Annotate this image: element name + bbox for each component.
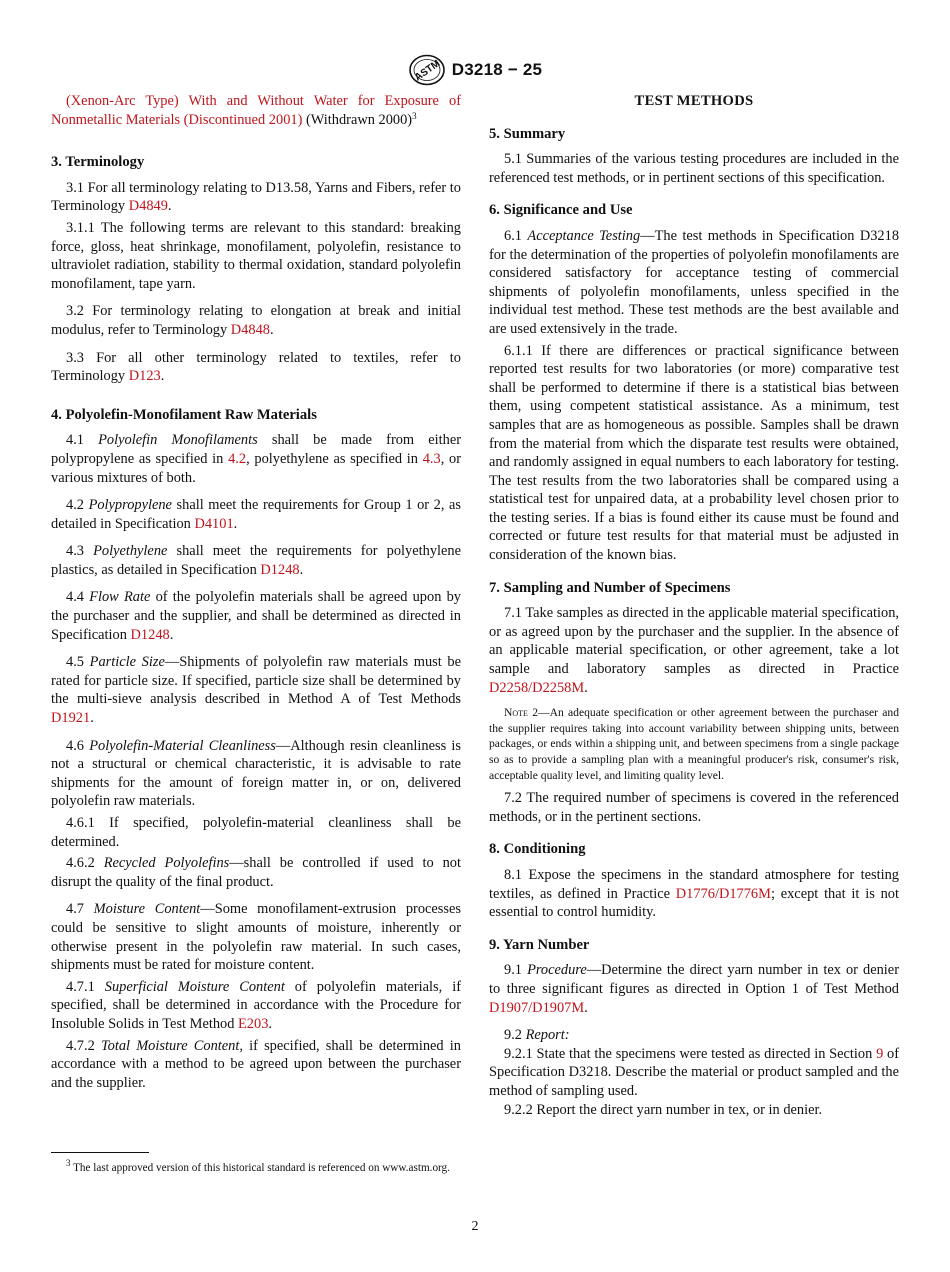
page-number: 2 [471, 1219, 479, 1234]
para-4-6: 4.6 Polyolefin-Material Cleanliness—Although resin cleanliness is not a structural or chemical characteristic, it is advisable to rate shipments for the amount of foreign matter in, or on, delivered polyolefin raw materials. [51, 737, 461, 810]
para-4-6-2: 4.6.2 Recycled Polyolefins—shall be controlled if used to not disrupt the quality of the final product. [51, 855, 461, 890]
link-d1248[interactable]: D1248 [260, 561, 300, 578]
link-d4101[interactable]: D4101 [194, 515, 234, 532]
para-4-5: 4.5 Particle Size—Shipments of polyolefin raw materials must be rated for particle size. If specified, particle size shall be determined by the multi-sieve analysis described in Method A of Test Methods D1921. [51, 654, 461, 727]
para-4-7-1: 4.7.1 Superficial Moisture Content of polyolefin materials, if specified, shall be determined in accordance with the Procedure for Insoluble Solids in Test Method E203. [51, 978, 461, 1032]
para-7-1: 7.1 Take samples as directed in the applicable material specification, or as agreed upon by the purchaser and the supplier. In the absence of an applicable material specification, or other agreement, take a lot sample and laboratory samples as directed in Practice D2258/D2258M. [489, 605, 899, 696]
link-d1776[interactable]: D1776/D1776M [675, 885, 771, 902]
link-e203[interactable]: E203 [238, 1015, 269, 1032]
link-d4848[interactable]: D4848 [230, 321, 270, 338]
para-4-3: 4.3 Polyethylene shall meet the requirements for polyethylene plastics, as detailed in Specification D1248. [51, 543, 461, 578]
svg-text:ASTM: ASTM [412, 58, 443, 84]
link-4-2[interactable]: 4.2 [228, 450, 247, 467]
para-9-2-1: 9.2.1 State that the specimens were tested as directed in Section 9 of Specification D3218. Describe the material or product sampled and the method of sampling used. [489, 1045, 899, 1099]
link-d2258[interactable]: D2258/D2258M [489, 679, 585, 696]
link-d1248[interactable]: D1248 [130, 626, 170, 643]
link-d1921[interactable]: D1921 [51, 710, 91, 727]
link-d123[interactable]: D123 [128, 368, 161, 385]
heading-summary: 5. Summary [489, 125, 566, 142]
heading-yarn-number: 9. Yarn Number [489, 936, 590, 953]
para-4-4: 4.4 Flow Rate of the polyolefin materials shall be agreed upon by the purchaser and the supplier, and shall be determined as directed in Specification D1248. [51, 589, 461, 643]
note-2: Note 2—An adequate specification or other agreement between the purchaser and the supplier requires taking into account variability between shipping units, between packages, or ends within a shipping unit, and between specimens from a single package so as to provide a sampling plan with a meaningful producer's risk, consumer's risk, acceptable quality level, and limiting quality level. [489, 706, 899, 782]
para-9-2: 9.2 Report: [504, 1027, 570, 1044]
heading-conditioning: 8. Conditioning [489, 841, 586, 858]
para-9-2-2: 9.2.2 Report the direct yarn number in tex, or in denier. [504, 1101, 823, 1118]
para-3-2: 3.2 For terminology relating to elongation at break and initial modulus, refer to Terminology D4848. [51, 303, 461, 338]
heading-raw-materials: 4. Polyolefin-Monofilament Raw Materials [51, 406, 317, 423]
para-6-1-1: 6.1.1 If there are differences or practical significance between reported test results for two laboratories (or more) comparative test shall be performed to determine if there is a statistical bias between them, using competent statistical assistance. As a minimum, test samples that are as homogeneous as possible. Samples shall be drawn from the material from which the disparate test results were obtained, and randomly assigned in equal numbers to each laboratory for testing. The test results from the two laboratories shall be compared using a statistical test for unpaired data, at a probability level chosen prior to the testing series. If a bias is found either its cause must be found and corrected or future test results for that material must be adjusted in consideration of the known bias. [489, 342, 899, 564]
link-d1907[interactable]: D1907/D1907M [489, 999, 585, 1016]
para-5-1: 5.1 Summaries of the various testing procedures are included in the referenced test methods, or in pertinent sections of this specification. [489, 151, 899, 186]
reference-continuation: (Xenon-Arc Type) With and Without Water for Exposure of Nonmetallic Materials (Discontinued 2001) (Withdrawn 2000)$^3$ [51, 93, 461, 128]
link-4-3[interactable]: 4.3 [422, 450, 441, 467]
para-6-1: 6.1 Acceptance Testing—The test methods in Specification D3218 for the determination of the properties of polyolefin monofilaments are considered satisfactory for acceptance testing of commercial shipments of polyolefin monofilaments, unless specified in the individual test method. These test methods are the best available and are used extensively in the trade. [489, 227, 900, 337]
footnote-divider [51, 1152, 149, 1153]
reference-link[interactable]: (Xenon-Arc Type) With and Without Water for Exposure of Nonmetallic Materials (Discontinued 2001) [51, 93, 461, 128]
astm-logo-icon [408, 54, 446, 86]
para-3-3: 3.3 For all other terminology related to textiles, refer to Terminology D123. [51, 349, 461, 385]
link-section-9[interactable]: 9 [876, 1045, 884, 1062]
para-4-7-2: 4.7.2 Total Moisture Content, if specified, shall be determined in accordance with a method to be agreed upon between the purchaser and the supplier. [51, 1037, 461, 1091]
para-9-1: 9.1 Procedure—Determine the direct yarn number in tex or denier to three significant figures as directed in Option 1 of Test Method D1907/D1907M. [489, 962, 899, 1016]
standard-designation: D3218 − 25 [451, 60, 543, 79]
para-4-6-1: 4.6.1 If specified, polyolefin-material cleanliness shall be determined. [51, 815, 461, 850]
para-4-7: 4.7 Moisture Content—Some monofilament-extrusion processes could be sensitive to slight amounts of moisture, inherently or otherwise present in the polyolefin raw material. In such cases, shipments must be rated for moisture content. [51, 901, 461, 974]
left-column [51, 92, 461, 1092]
heading-sampling: 7. Sampling and Number of Specimens [489, 579, 731, 596]
para-3-1: 3.1 For all terminology relating to D13.58, Yarns and Fibers, refer to Terminology D4849. [51, 179, 461, 215]
heading-terminology: 3. Terminology [51, 154, 145, 171]
link-d4849[interactable]: D4849 [128, 198, 168, 215]
para-3-1-1: 3.1.1 The following terms are relevant to this standard: breaking force, gloss, heat shrinkage, monofilament, polyolefin, resistance to ultraviolet radiation, stability to thermal oxidation, standard polyolefin monofilament, tape yarn. [51, 219, 461, 292]
page-header [0, 54, 950, 86]
para-4-1: 4.1 Polyolefin Monofilaments shall be made from either polypropylene as specified in 4.2, polyethylene as specified in 4.3, or various mixtures of both. [51, 432, 462, 486]
right-column [489, 92, 899, 1119]
para-4-2: 4.2 Polypropylene shall meet the requirements for Group 1 or 2, as detailed in Specification D4101. [51, 497, 461, 532]
heading-significance: 6. Significance and Use [489, 202, 633, 219]
para-8-1: 8.1 Expose the specimens in the standard atmosphere for testing textiles, as defined in Practice D1776/D1776M; except that it is not essential to control humidity. [489, 866, 899, 921]
para-7-2: 7.2 The required number of specimens is covered in the referenced methods, or in the pertinent sections. [489, 790, 899, 825]
footnote: $^3$ The last approved version of this historical standard is referenced on www.astm.org. [66, 1158, 450, 1174]
section-title: TEST METHODS [634, 93, 754, 109]
